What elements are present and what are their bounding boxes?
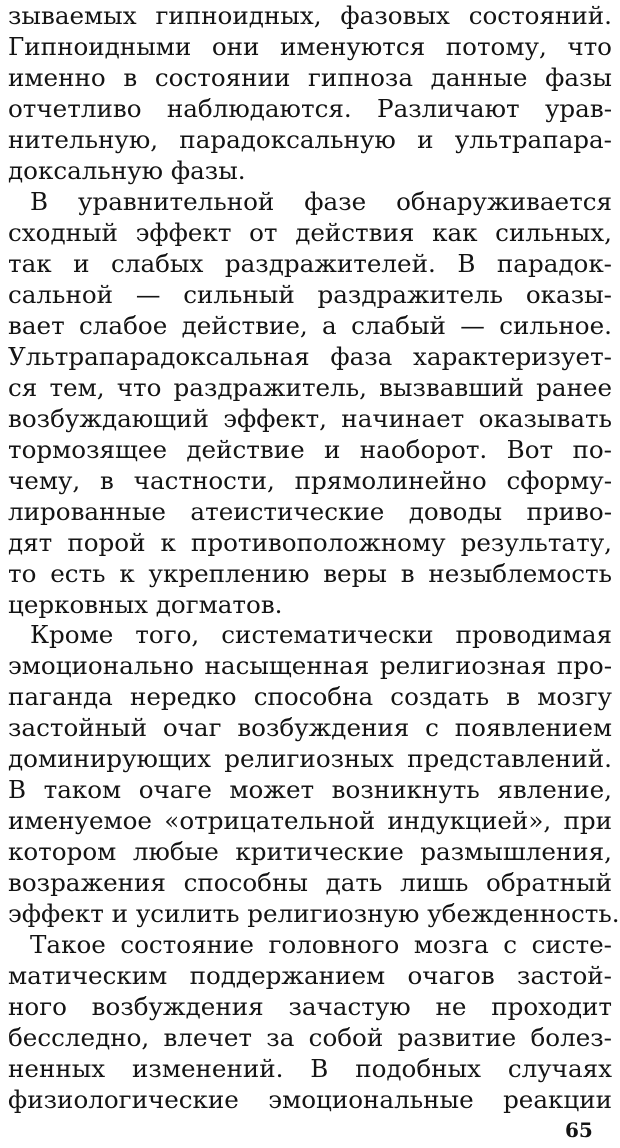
text-line: паганда нередко способна создать в мозгу bbox=[8, 682, 612, 712]
text-line: тормозящее действие и наоборот. Вот по- bbox=[8, 434, 612, 464]
text-line: эффект и усилить религиозную убежденность. bbox=[8, 899, 620, 929]
text-line: сальной — сильный раздражитель оказы- bbox=[8, 279, 612, 309]
text-line: дят порой к противоположному результату, bbox=[8, 527, 612, 557]
text-line: сходный эффект от действия как сильных, bbox=[8, 217, 612, 247]
text-line: именно в состоянии гипноза данные фазы bbox=[8, 62, 612, 92]
text-line: эмоционально насыщенная религиозная про- bbox=[8, 651, 612, 681]
text-line: возбуждающий эффект, начинает оказывать bbox=[8, 403, 612, 433]
text-line: ненных изменений. В подобных случаях bbox=[8, 1054, 612, 1083]
text-line: доксальную фазы. bbox=[8, 155, 246, 185]
text-line: так и слабых раздражителей. В парадок- bbox=[8, 248, 612, 278]
text-line: чему, в частности, прямолинейно сформу- bbox=[8, 465, 612, 495]
text-line: котором любые критические размышления, bbox=[8, 837, 612, 867]
text-line: застойный очаг возбуждения с появлением bbox=[8, 713, 612, 743]
paragraph-first-line: Такое состояние головного мозга с систе- bbox=[30, 930, 612, 960]
text-line: отчетливо наблюдаются. Различают урав- bbox=[8, 93, 612, 123]
text-line: доминирующих религиозных представлений. bbox=[8, 744, 612, 774]
text-line: нительную, парадоксальную и ультрапара- bbox=[8, 124, 612, 154]
text-line: матическим поддержанием очагов застой- bbox=[8, 961, 612, 991]
text-line: именуемое «отрицательной индукцией», при bbox=[8, 806, 612, 836]
text-line: зываемых гипноидных, фазовых состояний. bbox=[8, 1, 612, 30]
text-line: лированные атеистические доводы приво- bbox=[8, 496, 612, 526]
text-line: то есть к укреплению веры в незыблемость bbox=[8, 558, 612, 588]
text-line: вает слабое действие, а слабый — сильное. bbox=[8, 310, 612, 340]
text-line: возражения способны дать лишь обратный bbox=[8, 868, 612, 898]
text-line: Ультрапарадоксальная фаза характеризует- bbox=[8, 341, 612, 371]
text-line: бесследно, влечет за собой развитие болез- bbox=[8, 1023, 612, 1053]
text-line: ного возбуждения зачастую не проходит bbox=[8, 992, 612, 1022]
text-line: физиологические эмоциональные реакции bbox=[8, 1085, 612, 1114]
page-number: 65 bbox=[565, 1118, 593, 1142]
text-line: церковных догматов. bbox=[8, 589, 283, 619]
paragraph-first-line: Кроме того, систематически проводимая bbox=[30, 620, 612, 650]
text-line: Гипноидными они именуются потому, что bbox=[8, 32, 612, 61]
paragraph-first-line: В уравнительной фазе обнаруживается bbox=[30, 186, 612, 216]
text-line: ся тем, что раздражитель, вызвавший ранее bbox=[8, 372, 612, 402]
text-line: В таком очаге может возникнуть явление, bbox=[8, 775, 612, 805]
